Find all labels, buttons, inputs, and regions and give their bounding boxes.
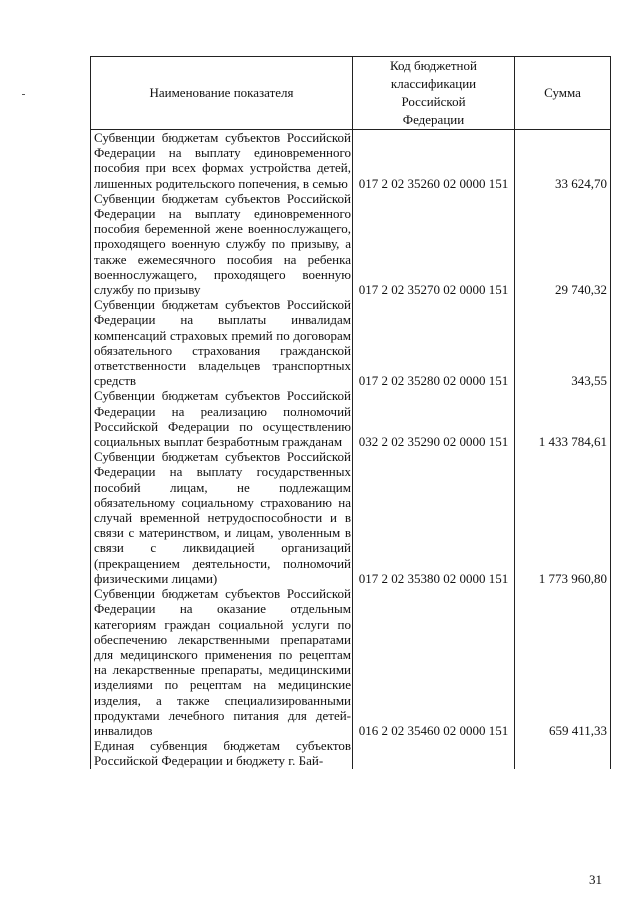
row-name: Субвенции бюджетам субъектов Российской Федерации на выплату единовременного пособия беременной жене военнослужащего, проходящего военную службу по призыву, а также ежемесячного пособия на ребенка военнослужащего, проходящего военную службу по призыву	[91, 191, 353, 297]
row-name: Субвенции бюджетам субъектов Российской Федерации на выплату единовременного пособия при всех формах устройства детей, лишенных родительского попечения, в семью	[91, 130, 353, 191]
row-code-empty	[353, 738, 515, 768]
table-row	[91, 449, 611, 586]
table-row	[91, 130, 611, 191]
row-sum: 29 740,32	[515, 191, 611, 297]
header-sum: Сумма	[515, 57, 611, 130]
row-code: 017 2 02 35280 02 0000 151	[353, 297, 515, 388]
table-row	[91, 388, 611, 449]
table-row	[91, 297, 611, 388]
row-name: Субвенции бюджетам субъектов Российской Федерации на выплаты инвалидам компенсаций страховых премий по договорам обязательного страхования гражданской ответственности владельцев транспортных средств	[91, 297, 353, 388]
page-number: 31	[589, 872, 602, 887]
row-sum: 659 411,33	[515, 586, 611, 738]
header-code: Код бюджетной классификации Российской Федерации	[353, 57, 515, 130]
row-code: 017 2 02 35380 02 0000 151	[353, 449, 515, 586]
table-row	[91, 191, 611, 297]
table-row-continued	[91, 738, 611, 768]
row-code: 017 2 02 35260 02 0000 151	[353, 130, 515, 191]
row-sum-empty	[515, 738, 611, 768]
table-header-row	[91, 57, 611, 130]
margin-mark	[22, 94, 25, 95]
budget-table	[90, 56, 611, 769]
row-name: Субвенции бюджетам субъектов Российской Федерации на выплату государственных пособий лицам, не подлежащим обязательному социальному страхованию на случай временной нетрудоспособности и в связи с материнством, и лицам, уволенным в связи с ликвидацией организаций (прекращением деятельности, полномочий физическими лицами)	[91, 449, 353, 586]
table-row	[91, 586, 611, 738]
row-code: 017 2 02 35270 02 0000 151	[353, 191, 515, 297]
row-sum: 1 433 784,61	[515, 388, 611, 449]
row-code: 016 2 02 35460 02 0000 151	[353, 586, 515, 738]
row-sum: 33 624,70	[515, 130, 611, 191]
header-name: Наименование показателя	[91, 57, 353, 130]
row-code: 032 2 02 35290 02 0000 151	[353, 388, 515, 449]
row-name: Единая субвенция бюджетам субъектов Российской Федерации и бюджету г. Бай-	[91, 738, 353, 768]
row-sum: 1 773 960,80	[515, 449, 611, 586]
row-name: Субвенции бюджетам субъектов Российской Федерации на оказание отдельным категориям граждан социальной услуги по обеспечению лекарственными препаратами для медицинского применения по рецептам на лекарственные препараты, медицинскими изделиями по рецептам на медицинские изделия, а также специализированными продуктами лечебного питания для детей-инвалидов	[91, 586, 353, 738]
row-sum: 343,55	[515, 297, 611, 388]
row-name: Субвенции бюджетам субъектов Российской Федерации на реализацию полномочий Российской Федерации по осуществлению социальных выплат безработным гражданам	[91, 388, 353, 449]
